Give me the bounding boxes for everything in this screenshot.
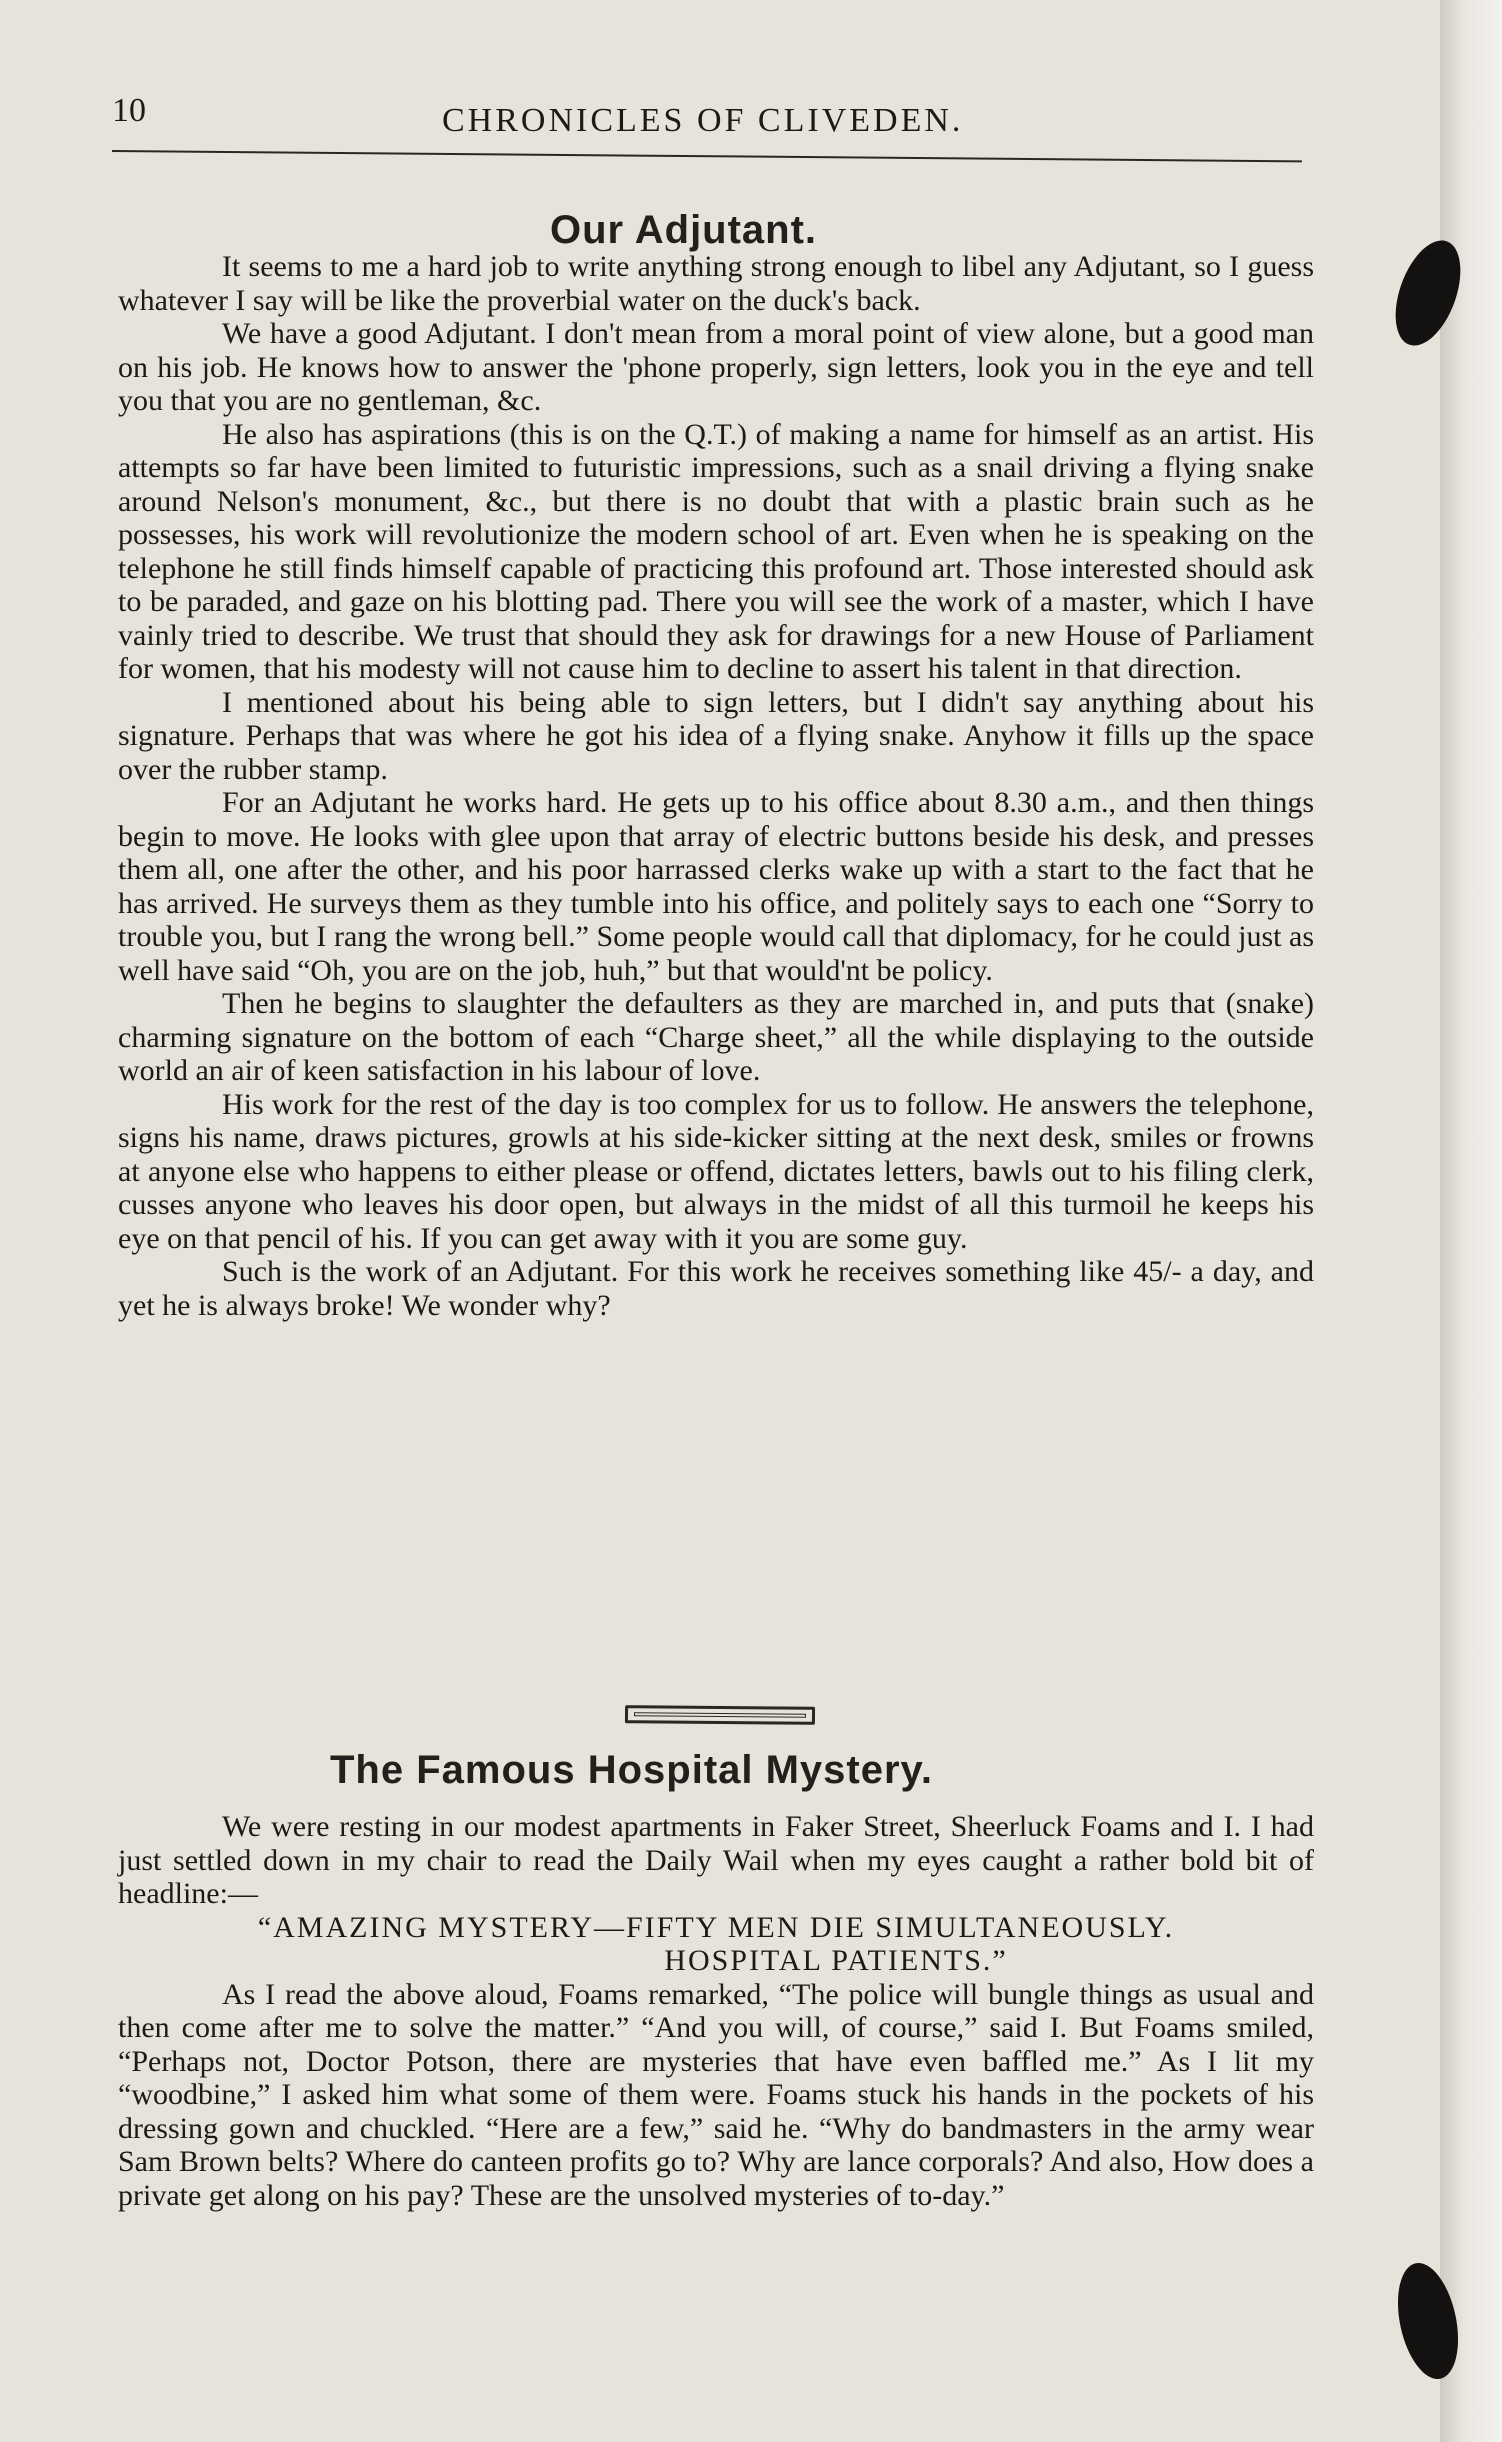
newspaper-headline-line-2: HOSPITAL PATIENTS.” <box>664 1944 1008 1977</box>
article-body-hospital-mystery <box>118 1810 1314 2212</box>
header-rule <box>112 150 1302 162</box>
paragraph: For an Adjutant he works hard. He gets up to his office about 8.30 a.m., and then things begin to move. He looks with glee upon that array of electric buttons beside his desk, and presses them all, one after the other, and his poor harrassed clerks wake up with a start to the fact that he has arrived. He surveys them as they tumble into his office, and politely says to each one “Sorry to trouble you, but I rang the wrong bell.” Some people would call that diplomacy, for he could just as well have said “Oh, you are on the job, huh,” but that would'nt be policy. <box>118 786 1314 987</box>
paragraph: We were resting in our modest apartments in Faker Street, Sheerluck Foams and I. I had just settled down in my chair to read the Daily Wail when my eyes caught a rather bold bit of headline:— <box>118 1810 1314 1910</box>
paragraph: He also has aspirations (this is on the Q.T.) of making a name for himself as an artist. His attempts so far have been limited to futuristic impressions, such as a snail driving a flying snake around Nelson's monument, &c., but there is no doubt that with a plastic brain such as he possesses, his work will revolutionize the modern school of art. Even when he is speaking on the telephone he still finds himself capable of practicing this profound art. Those interested should ask to be paraded, and gaze on his blotting pad. There you will see the work of a master, which I have vainly tried to describe. We trust that should they ask for drawings for a new House of Parliament for women, that his modesty will not cause him to decline to assert his talent in that direction. <box>118 417 1314 685</box>
page-edge <box>1440 0 1502 2442</box>
newspaper-headline-line-1: “AMAZING MYSTERY—FIFTY MEN DIE SIMULTANEOUSLY. <box>257 1910 1175 1944</box>
page-number: 10 <box>112 92 146 129</box>
paragraph: I mentioned about his being able to sign letters, but I didn't say anything about his signature. Perhaps that was where he got his idea of a flying snake. Anyhow it fills up the space over the rubber stamp. <box>118 685 1314 786</box>
article-body-our-adjutant <box>118 250 1314 1322</box>
paragraph: Such is the work of an Adjutant. For this work he receives something like 45/- a day, and yet he is always broke! We wonder why? <box>118 1255 1314 1322</box>
paragraph: We have a good Adjutant. I don't mean from a moral point of view alone, but a good man on his job. He knows how to answer the 'phone properly, sign letters, look you in the eye and tell you that you are no gentleman, &c. <box>118 317 1314 417</box>
paragraph: It seems to me a hard job to write anything strong enough to libel any Adjutant, so I guess whatever I say will be like the proverbial water on the duck's back. <box>118 250 1314 317</box>
paragraph: As I read the above aloud, Foams remarked, “The police will bungle things as usual and then come after me to solve the matter.” “And you will, of course,” said I. But Foams smiled, “Perhaps not, Doctor Potson, there are mysteries that have even baffled me.” As I lit my “woodbine,” I asked him what some of them were. Foams stuck his hands in the pockets of his dressing gown and chuckled. “Here are a few,” said he. “Why do bandmasters in the army wear Sam Brown belts? Where do canteen profits go to? Why are lance corporals? And also, How does a private get along on his pay? These are the unsolved mysteries of to-day.” <box>118 1977 1314 2212</box>
section-divider-ornament <box>625 1705 815 1725</box>
paragraph: His work for the rest of the day is too complex for us to follow. He answers the telephone, signs his name, draws pictures, growls at his side-kicker sitting at the next desk, smiles or frowns at anyone else who happens to either please or offend, dictates letters, bawls out to his filing clerk, cusses anyone who leaves his door open, but always in the midst of all this turmoil he keeps his eye on that pencil of his. If you can get away with it you are some guy. <box>118 1087 1314 1255</box>
article-title-hospital-mystery: The Famous Hospital Mystery. <box>330 1748 933 1792</box>
article-title-our-adjutant: Our Adjutant. <box>550 208 818 252</box>
paragraph: Then he begins to slaughter the defaulters as they are marched in, and puts that (snake) charming signature on the bottom of each “Charge sheet,” all the while displaying to the outside world an air of keen satisfaction in his labour of love. <box>118 987 1314 1087</box>
page-header <box>112 92 1302 162</box>
running-title: CHRONICLES OF CLIVEDEN. <box>442 102 964 139</box>
